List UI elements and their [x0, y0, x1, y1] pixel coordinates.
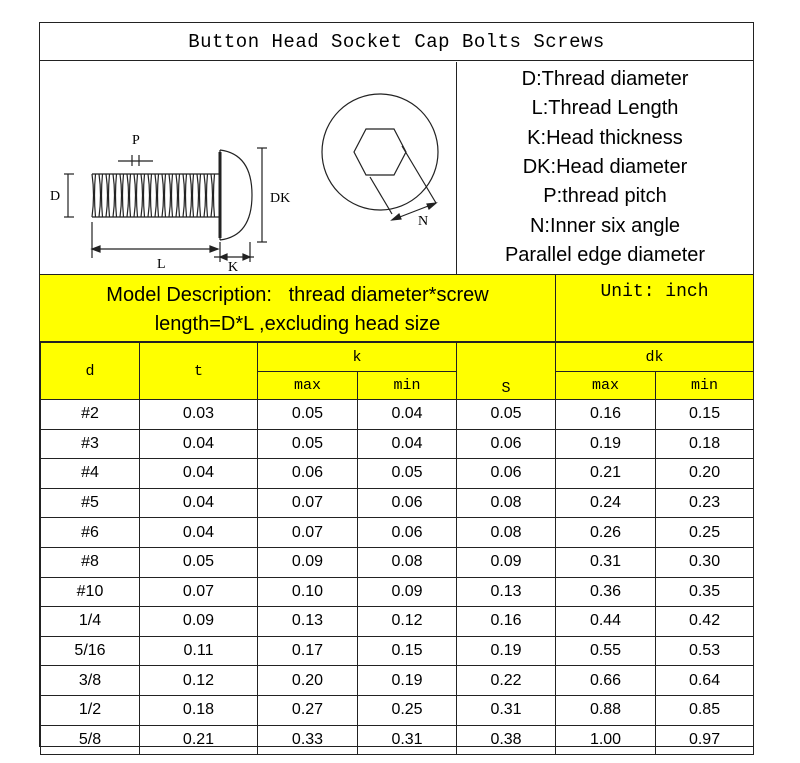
cell-dk-max: 0.19: [556, 429, 656, 459]
table-row: [41, 488, 754, 518]
cell-t: 0.11: [140, 636, 258, 666]
cell-s: 0.16: [457, 607, 556, 637]
header-d: d: [41, 343, 140, 400]
screw-diagram: [40, 62, 455, 274]
cell-k-max: 0.05: [258, 400, 358, 430]
head-top-view: [322, 94, 438, 210]
cell-d: 1/4: [41, 607, 140, 637]
label-d: D: [50, 189, 61, 204]
header-s: S: [457, 343, 556, 400]
cell-dk-min: 0.97: [656, 725, 754, 755]
legend-item: Parallel edge diameter: [504, 244, 706, 267]
cell-t: 0.04: [140, 429, 258, 459]
table-row: [41, 459, 754, 489]
cell-k-min: 0.15: [358, 636, 457, 666]
cell-k-min: 0.08: [358, 547, 457, 577]
cell-k-max: 0.07: [258, 488, 358, 518]
dimension-legend: [456, 62, 753, 274]
cell-d: #3: [41, 429, 140, 459]
cell-t: 0.05: [140, 547, 258, 577]
cell-k-min: 0.31: [358, 725, 457, 755]
cell-k-min: 0.06: [358, 488, 457, 518]
unit-label: Unit: inch: [600, 282, 709, 302]
table-row: [41, 518, 754, 548]
cell-s: 0.09: [457, 547, 556, 577]
cell-k-max: 0.10: [258, 577, 358, 607]
cell-d: 1/2: [41, 695, 140, 725]
cell-s: 0.06: [457, 459, 556, 489]
legend-item: K:Head thickness: [527, 126, 683, 149]
cell-dk-max: 0.66: [556, 666, 656, 696]
cell-dk-max: 0.36: [556, 577, 656, 607]
cell-d: #5: [41, 488, 140, 518]
cell-d: #6: [41, 518, 140, 548]
header-t: t: [140, 343, 258, 400]
model-description-line2: length=D*L ,excluding head size: [154, 313, 441, 335]
label-p: P: [132, 133, 140, 148]
cell-s: 0.22: [457, 666, 556, 696]
cell-dk-min: 0.30: [656, 547, 754, 577]
cell-k-min: 0.04: [358, 400, 457, 430]
cell-dk-min: 0.20: [656, 459, 754, 489]
hex-socket: [354, 129, 406, 175]
legend-item: L:Thread Length: [531, 97, 679, 120]
cell-s: 0.19: [457, 636, 556, 666]
table-row: [41, 725, 754, 755]
cell-t: 0.09: [140, 607, 258, 637]
table-row: [41, 547, 754, 577]
legend-item: N:Inner six angle: [529, 214, 681, 237]
model-description-line1: Model Description: thread diameter*screw: [106, 284, 489, 306]
cell-dk-min: 0.15: [656, 400, 754, 430]
cell-d: #4: [41, 459, 140, 489]
cell-s: 0.13: [457, 577, 556, 607]
cell-dk-max: 0.24: [556, 488, 656, 518]
label-dk: DK: [270, 191, 291, 206]
header-k: k: [258, 343, 457, 372]
cell-t: 0.04: [140, 459, 258, 489]
cell-k-max: 0.33: [258, 725, 358, 755]
table-row: [41, 636, 754, 666]
cell-k-max: 0.20: [258, 666, 358, 696]
cell-s: 0.08: [457, 518, 556, 548]
cell-t: 0.21: [140, 725, 258, 755]
cell-s: 0.05: [457, 400, 556, 430]
cell-k-max: 0.05: [258, 429, 358, 459]
cell-dk-max: 0.21: [556, 459, 656, 489]
cell-k-min: 0.12: [358, 607, 457, 637]
cell-dk-min: 0.35: [656, 577, 754, 607]
spec-table-body: [41, 400, 754, 755]
cell-k-max: 0.09: [258, 547, 358, 577]
label-n: N: [418, 214, 429, 229]
label-k: K: [228, 260, 239, 274]
table-row: [41, 400, 754, 430]
cell-d: #2: [41, 400, 140, 430]
screw-shank: [92, 174, 220, 217]
cell-t: 0.04: [140, 518, 258, 548]
cell-t: 0.04: [140, 488, 258, 518]
cell-k-min: 0.06: [358, 518, 457, 548]
cell-dk-max: 0.55: [556, 636, 656, 666]
legend-item: D:Thread diameter: [521, 67, 689, 90]
cell-k-min: 0.05: [358, 459, 457, 489]
screw-head: [220, 150, 252, 240]
header-dk-min: min: [656, 372, 754, 400]
header-dk: dk: [556, 343, 754, 372]
cell-dk-min: 0.64: [656, 666, 754, 696]
cell-d: #10: [41, 577, 140, 607]
model-description-banner: [40, 274, 555, 342]
cell-k-max: 0.06: [258, 459, 358, 489]
table-row: [41, 429, 754, 459]
header-dk-max: max: [556, 372, 656, 400]
cell-k-min: 0.25: [358, 695, 457, 725]
cell-dk-min: 0.18: [656, 429, 754, 459]
cell-dk-min: 0.85: [656, 695, 754, 725]
label-l: L: [157, 257, 166, 272]
cell-k-min: 0.19: [358, 666, 457, 696]
page-title: Button Head Socket Cap Bolts Screws: [40, 23, 753, 61]
cell-d: #8: [41, 547, 140, 577]
cell-dk-max: 0.16: [556, 400, 656, 430]
cell-dk-min: 0.42: [656, 607, 754, 637]
table-row: [41, 695, 754, 725]
cell-d: 3/8: [41, 666, 140, 696]
cell-k-max: 0.27: [258, 695, 358, 725]
cell-t: 0.12: [140, 666, 258, 696]
unit-banner: [555, 274, 753, 342]
cell-dk-max: 0.44: [556, 607, 656, 637]
cell-s: 0.08: [457, 488, 556, 518]
cell-dk-max: 0.26: [556, 518, 656, 548]
cell-k-max: 0.13: [258, 607, 358, 637]
header-k-max: max: [258, 372, 358, 400]
cell-dk-max: 0.88: [556, 695, 656, 725]
cell-t: 0.18: [140, 695, 258, 725]
spec-table: [40, 342, 754, 755]
cell-t: 0.03: [140, 400, 258, 430]
cell-t: 0.07: [140, 577, 258, 607]
cell-k-min: 0.04: [358, 429, 457, 459]
cell-s: 0.06: [457, 429, 556, 459]
table-row: [41, 607, 754, 637]
cell-k-max: 0.17: [258, 636, 358, 666]
cell-d: 5/16: [41, 636, 140, 666]
cell-dk-max: 0.31: [556, 547, 656, 577]
table-row: [41, 666, 754, 696]
cell-dk-min: 0.23: [656, 488, 754, 518]
cell-k-max: 0.07: [258, 518, 358, 548]
cell-dk-max: 1.00: [556, 725, 656, 755]
cell-s: 0.38: [457, 725, 556, 755]
legend-item: DK:Head diameter: [522, 155, 688, 178]
cell-d: 5/8: [41, 725, 140, 755]
cell-s: 0.31: [457, 695, 556, 725]
table-row: [41, 577, 754, 607]
header-k-min: min: [358, 372, 457, 400]
legend-item: P:thread pitch: [543, 185, 667, 208]
cell-k-min: 0.09: [358, 577, 457, 607]
cell-dk-min: 0.53: [656, 636, 754, 666]
cell-dk-min: 0.25: [656, 518, 754, 548]
